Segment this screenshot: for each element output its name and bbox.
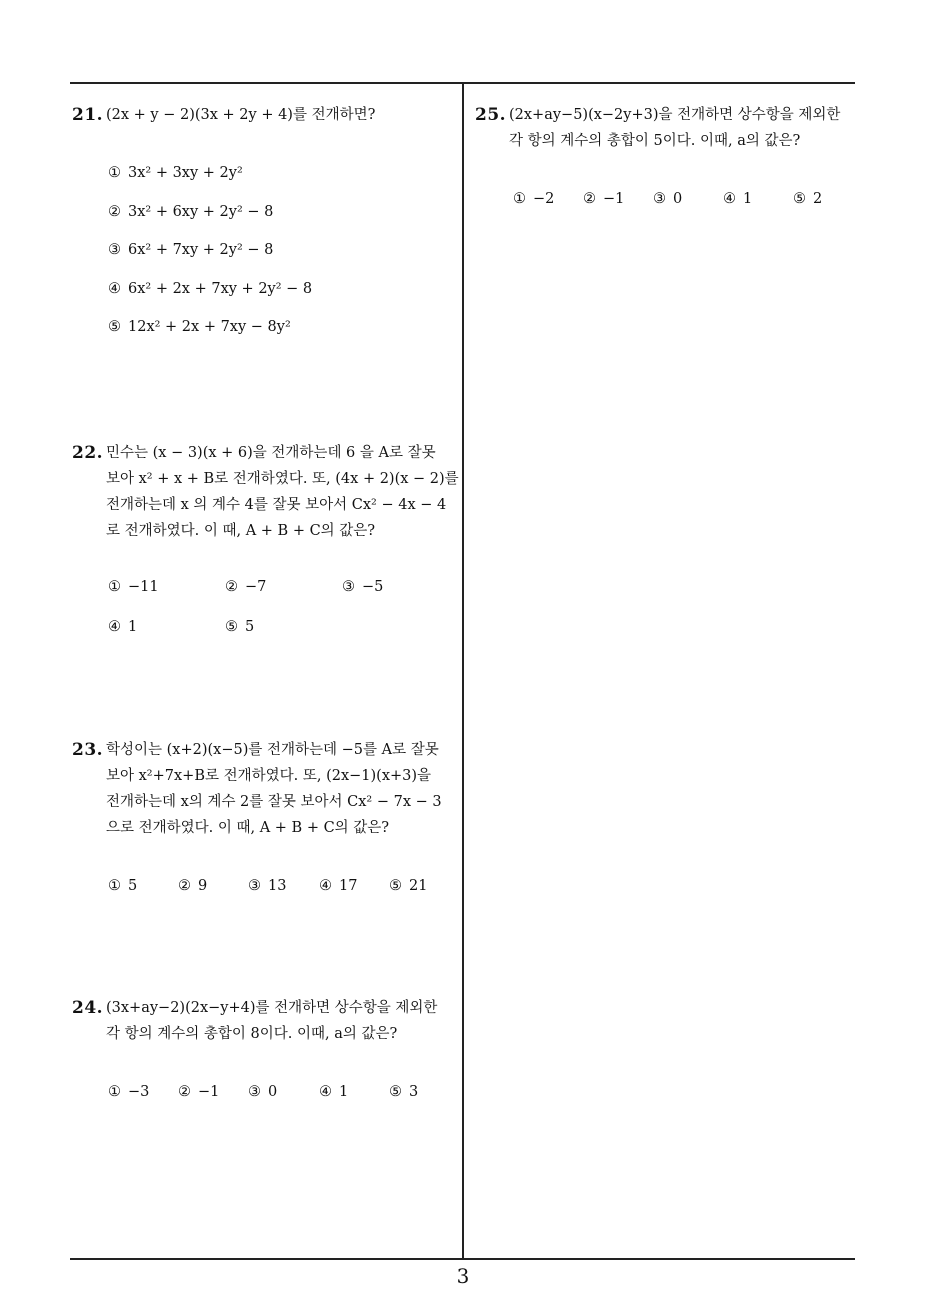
choice-1[interactable] (513, 186, 554, 212)
choice-4[interactable] (319, 873, 357, 899)
choice-mark: ④ (723, 191, 736, 207)
choice-mark: ① (108, 1084, 121, 1100)
choice-text: 5 (128, 878, 138, 894)
choice-5[interactable] (108, 314, 291, 340)
stem-line: (2x+ay−5)(x−2y+3)을 전개하면 상수항을 제외한 (509, 107, 841, 123)
choice-text: 0 (673, 191, 683, 207)
choice-text: 13 (268, 878, 287, 894)
choice-1[interactable] (108, 160, 243, 186)
choice-mark: ② (178, 878, 191, 894)
stem-line: (3x+ay−2)(2x−y+4)를 전개하면 상수항을 제외한 (106, 1000, 438, 1016)
choice-2[interactable] (225, 574, 266, 600)
choice-text: 1 (128, 619, 138, 635)
choice-mark: ⑤ (225, 619, 238, 635)
choice-mark: ② (108, 204, 121, 220)
problem-number: 22. (72, 443, 104, 463)
choice-2[interactable] (583, 186, 624, 212)
choice-text: −2 (533, 191, 555, 207)
choice-2[interactable] (108, 199, 273, 225)
choice-4[interactable] (723, 186, 752, 212)
choice-3[interactable] (248, 1079, 277, 1105)
choice-text: 12x² + 2x + 7xy − 8y² (128, 319, 291, 335)
choice-mark: ③ (108, 242, 121, 258)
choice-mark: ④ (319, 878, 332, 894)
choice-mark: ② (583, 191, 596, 207)
choice-text: 3 (409, 1084, 419, 1100)
choice-mark: ① (108, 878, 121, 894)
choice-text: 6x² + 2x + 7xy + 2y² − 8 (128, 281, 313, 297)
stem-line: 으로 전개하였다. 이 때, A + B + C의 값은? (106, 820, 390, 836)
choice-text: −11 (128, 579, 159, 595)
choice-mark: ③ (248, 1084, 261, 1100)
stem-line: 학성이는 (x+2)(x−5)를 전개하는데 −5를 A로 잘못 (106, 742, 439, 758)
choice-text: 1 (743, 191, 753, 207)
choice-mark: ② (178, 1084, 191, 1100)
stem-line: 민수는 (x − 3)(x + 6)을 전개하는데 6 을 A로 잘못 (106, 445, 436, 461)
choice-mark: ⑤ (108, 319, 121, 335)
choice-5[interactable] (389, 1079, 418, 1105)
choice-1[interactable] (108, 1079, 149, 1105)
stem-line: 각 항의 계수의 총합이 8이다. 이때, a의 값은? (106, 1026, 398, 1042)
choice-mark: ④ (108, 281, 121, 297)
choice-mark: ⑤ (793, 191, 806, 207)
choice-text: 6x² + 7xy + 2y² − 8 (128, 242, 274, 258)
problem-21 (72, 102, 457, 362)
choice-5[interactable] (389, 873, 427, 899)
problem-number: 24. (72, 998, 104, 1018)
choice-text: 3x² + 6xy + 2y² − 8 (128, 204, 274, 220)
stem-line: 로 전개하였다. 이 때, A + B + C의 값은? (106, 523, 376, 539)
choice-1[interactable] (108, 873, 137, 899)
problem-number: 21. (72, 105, 104, 125)
choice-2[interactable] (178, 1079, 219, 1105)
problem-stem (106, 102, 375, 128)
choice-text: 0 (268, 1084, 278, 1100)
choice-mark: ① (108, 165, 121, 181)
choice-text: 1 (339, 1084, 349, 1100)
choice-3[interactable] (108, 237, 273, 263)
stem-line: 보아 x² + x + B로 전개하였다. 또, (4x + 2)(x − 2)를 (106, 471, 459, 487)
choice-text: 2 (813, 191, 823, 207)
choice-mark: ③ (342, 579, 355, 595)
problem-stem (106, 995, 437, 1047)
choice-mark: ④ (319, 1084, 332, 1100)
stem-line: (2x + y − 2)(3x + 2y + 4)를 전개하면? (106, 107, 376, 123)
problem-25 (475, 102, 860, 222)
choice-text: 17 (339, 878, 358, 894)
bottom-rule (70, 1258, 855, 1260)
choice-text: 21 (409, 878, 428, 894)
column-divider (462, 82, 464, 1259)
choice-text: 3x² + 3xy + 2y² (128, 165, 243, 181)
choice-text: −7 (245, 579, 267, 595)
problem-stem (509, 102, 840, 154)
problem-stem (106, 737, 442, 841)
problem-23 (72, 737, 457, 917)
choice-mark: ① (108, 579, 121, 595)
choice-text: −5 (362, 579, 384, 595)
problem-number: 23. (72, 740, 104, 760)
choice-mark: ④ (108, 619, 121, 635)
stem-line: 보아 x²+7x+B로 전개하였다. 또, (2x−1)(x+3)을 (106, 768, 432, 784)
stem-line: 전개하는데 x 의 계수 4를 잘못 보아서 Cx² − 4x − 4 (106, 497, 447, 513)
choice-1[interactable] (108, 574, 159, 600)
choice-4[interactable] (108, 614, 137, 640)
choice-mark: ③ (248, 878, 261, 894)
stem-line: 각 항의 계수의 총합이 5이다. 이때, a의 값은? (509, 133, 801, 149)
choice-5[interactable] (225, 614, 254, 640)
stem-line: 전개하는데 x의 계수 2를 잘못 보아서 Cx² − 7x − 3 (106, 794, 442, 810)
choice-3[interactable] (248, 873, 286, 899)
choice-mark: ① (513, 191, 526, 207)
choice-mark: ② (225, 579, 238, 595)
choice-3[interactable] (653, 186, 682, 212)
choice-5[interactable] (793, 186, 822, 212)
choice-text: −1 (198, 1084, 220, 1100)
choice-text: 9 (198, 878, 208, 894)
choice-mark: ⑤ (389, 1084, 402, 1100)
choice-mark: ⑤ (389, 878, 402, 894)
choice-text: 5 (245, 619, 255, 635)
choice-4[interactable] (319, 1079, 348, 1105)
choice-2[interactable] (178, 873, 207, 899)
choice-4[interactable] (108, 276, 312, 302)
problem-number: 25. (475, 105, 507, 125)
choice-text: −3 (128, 1084, 150, 1100)
choice-mark: ③ (653, 191, 666, 207)
page-number: 3 (456, 1264, 470, 1288)
choice-3[interactable] (342, 574, 383, 600)
problem-22 (72, 440, 457, 650)
problem-24 (72, 995, 457, 1115)
problem-stem (106, 440, 459, 544)
choice-text: −1 (603, 191, 625, 207)
